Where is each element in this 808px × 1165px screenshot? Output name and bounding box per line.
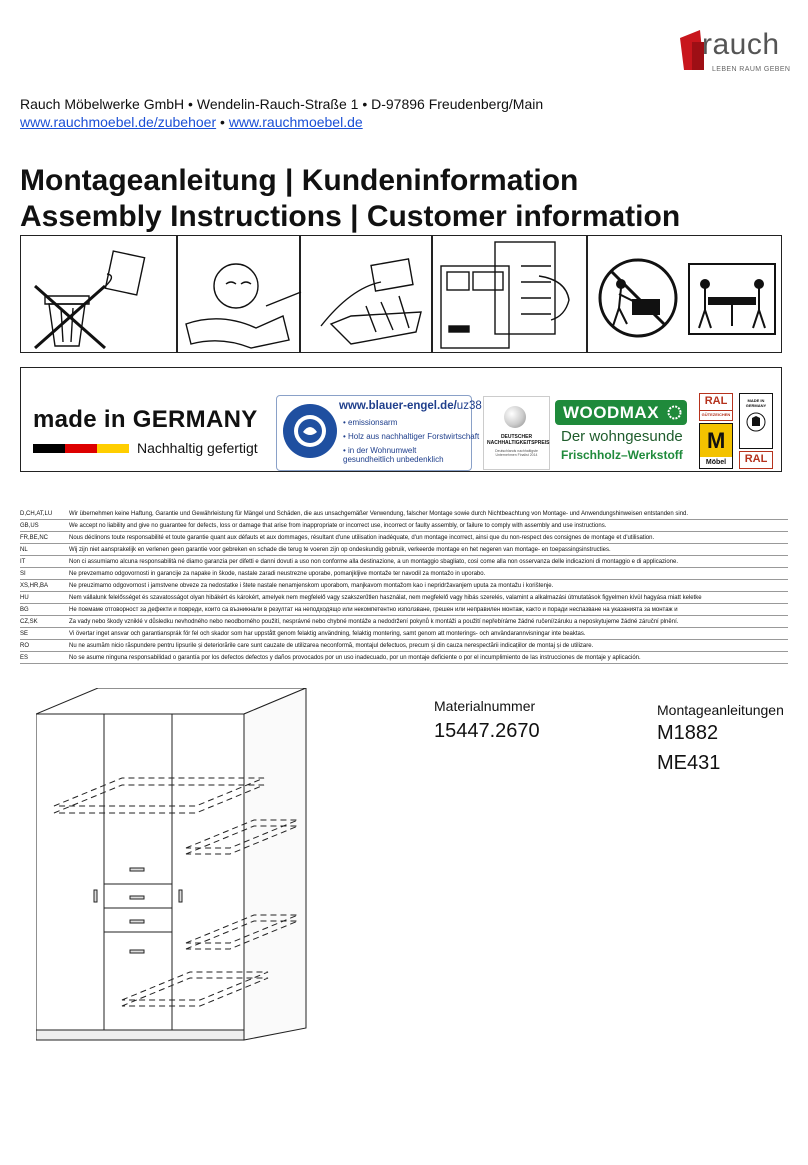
disclaimer-row: FR,BE,NC Nous déclinons toute responsabilité et toute garantie quant aux défauts et aux dommages, résultant d'une utilisation inadéquate, d'un montage incorrect, ainsi que du non-respect des consignes de montage et d'utilisation. (20, 535, 655, 541)
store-instructions-icon (321, 259, 421, 344)
company-address: Rauch Möbelwerke GmbH • Wendelin-Rauch-Straße 1 • D-97896 Freudenberg/Main (20, 96, 544, 112)
mig-seal-frame (739, 393, 773, 449)
wardrobe-line-drawing (36, 688, 321, 1046)
made-in-germany-ral-badge (739, 393, 773, 469)
disclaimer-row: D,CH,AT,LU Wir übernehmen keine Haftung, Garantie und Gewährleistung für Mängel und Schäden, die aus unsachgemäßer Verwendung, falscher Montage sowie durch Nichtbeachtung von Montage- und Anwendungshinweisen entstanden sind. (20, 511, 689, 517)
material-number-label: Materialnummer (434, 698, 536, 714)
woodmax-tagline-2: Frischholz–Werkstoff (561, 448, 683, 462)
ral-moebel-mark-icon: M Möbel (699, 423, 733, 469)
blauer-engel-item: • Holz aus nachhaltiger Forstwirtschaft (343, 432, 480, 441)
nachhaltigkeitspreis-badge (483, 396, 550, 470)
assembly-instructions-label: Montageanleitungen (657, 702, 784, 718)
disclaimer-row: BG Не поемаме отговорност за дефекти и повреди, които са възникнали в резултат на неподходящо или некомпетентно използване, грешен или неправилен монтаж, както и поради неспазване на указанията за монтаж и (20, 607, 678, 613)
mig-seal-icon (746, 412, 766, 432)
assembly-instruction-code: M1882 (657, 722, 719, 744)
material-number-value: 15447.2670 (434, 720, 540, 742)
disclaimer-row: CZ,SK Za vady nebo škody vzniklé v důsledku nevhodného nebo neodborného použití, nesprávné nebo chybné montáže a nedodržení pokynů k montáži a použití nepřebíráme žádné ručení/záruku a neposkytujeme žádné záruční plnění. (20, 619, 679, 625)
blauer-engel-item: • in der Wohnumwelt gesundheitlich unbedenklich (343, 446, 444, 464)
pictogram-illustrations (21, 236, 781, 352)
nachhaltigkeitspreis-emblem-icon (504, 406, 526, 428)
read-instructions-icon (186, 264, 301, 348)
disclaimer-row: NL Wij zijn niet aansprakelijk en verlenen geen garantie voor gebreken en schade die terug te voeren zijn op ondeskundig gebruik, verkeerde montage en het negeren van montage- en toepassingsinstructies. (20, 547, 611, 553)
disclaimer-row: SE Vi övertar inget ansvar och garantiansprák för fel och skador som har uppstått genom felaktig användning, felaktig montering, samt genom att monterings- och användarannvisningar inte beaktas. (20, 631, 586, 637)
ral-moebel-label: Möbel (700, 457, 732, 468)
two-person-assembly-icon (600, 260, 775, 336)
woodmax-brand: WOODMAX (563, 403, 660, 422)
blauer-engel-item: • emissionsarm (343, 418, 398, 427)
disclaimer-row: XS,HR,BA Ne preuzimamo odgovornost i jamstvene obveze za nedostatke i štete nastale nenamjenskom uporabom, manjkavom montažom kao i nepridržavanjem uputa za montažu i korištenje. (20, 583, 554, 589)
disclaimer-row: RO Nu ne asumăm nicio răspundere pentru lipsurile și deteriorările care sunt cauzate de utilizarea neconformă, montajul defectuos, precum și din cauza nerespectării indicațiilor de montaj și de utilizare. (20, 643, 594, 649)
made-in-germany-subtitle: Nachhaltig gefertigt (137, 440, 258, 456)
disclaimer-row: HU Nem vállalunk felelősséget és szavatosságot olyan hibákért és károkért, amelyek nem megfelelő vagy szakszerűtlen használat, nem megfelelő vagy hibás szerelés, valamint a alkalmazási útmutatások figyelmen kívül hagyása miatt keletke (20, 595, 702, 601)
flag-stripe-gold (97, 444, 129, 453)
link-separator: • (216, 114, 229, 130)
rauch-logo-word: rauch (702, 28, 780, 61)
certification-badges (20, 367, 782, 472)
disclaimer-row: IT Non ci assumiamo alcuna responsabilità né diamo garanzia per difetti e danni dovuti a uso non conforme alla destinazione, a un montaggio sbagliato, così come alla non osservanza delle indicazioni di montaggio e di applicazione. (20, 559, 679, 565)
disclaimer-row: ES No se asume ninguna responsabilidad o garantía por los defectos defectos y daños provocados por un uso inadecuado, por un montaje deficiente o por el incumplimiento de las instrucciones de montaje y aplicación. (20, 655, 641, 661)
check-parts-list-icon (441, 242, 569, 348)
nachhaltigkeitspreis-title: DEUTSCHER NACHHALTIGKEITSPREIS (487, 434, 550, 446)
mig-seal-label: MADE IN GERMANY (745, 398, 767, 408)
header-links (20, 114, 363, 130)
title-german: Montageanleitung | Kundeninformation (20, 164, 579, 197)
accessories-link[interactable]: www.rauchmoebel.de/zubehoer (20, 114, 217, 130)
ral-guetezeichen-badge (699, 393, 733, 469)
ral-label-right: RAL (739, 451, 773, 469)
blauer-engel-seal-icon (281, 402, 339, 460)
blauer-engel-url: www.blauer-engel.de/uz38 (339, 400, 482, 412)
disclaimer-row: GB,US We accept no liability and give no guarantee for defects, loss or damage that arise from inappropriate or incorrect use, incorrect or faulty assembly, or failure to comply with assembly and use instructions. (20, 523, 607, 529)
title-english: Assembly Instructions | Customer information (20, 200, 681, 233)
made-in-germany-label: made in GERMANY (33, 406, 258, 433)
rauch-logo-mark (680, 30, 704, 70)
blauer-engel-badge (276, 395, 482, 471)
ral-guetezeichen-label: GÜTEZEICHEN (699, 411, 733, 421)
nachhaltigkeitspreis-subtitle: Deutschlands nachhaltigste Unternehmen Finalist 2014 (495, 449, 538, 457)
logo-tagline: LEBEN RAUM GEBEN (712, 66, 791, 73)
assembly-instruction-code: ME431 (657, 752, 721, 774)
woodmax-logo (555, 400, 687, 425)
flag-stripe-red (65, 444, 97, 453)
woodmax-tagline-1: Der wohngesunde (561, 428, 683, 445)
disclaimer-row: SI Ne prevzemamo odgovornosti in garancije za napake in škode, nastale zaradi neustrezne uporabe, pomanjkljive montaže ter navodil za montažo in uporabo. (20, 571, 486, 577)
website-link[interactable]: www.rauchmoebel.de (228, 114, 363, 130)
woodmax-gear-icon (667, 405, 682, 420)
instruction-pictogram-strip (20, 235, 782, 353)
ral-label: RAL (699, 393, 733, 411)
german-flag-stripe (33, 444, 129, 453)
flag-stripe-black (33, 444, 65, 453)
no-trash-icon (35, 251, 145, 348)
